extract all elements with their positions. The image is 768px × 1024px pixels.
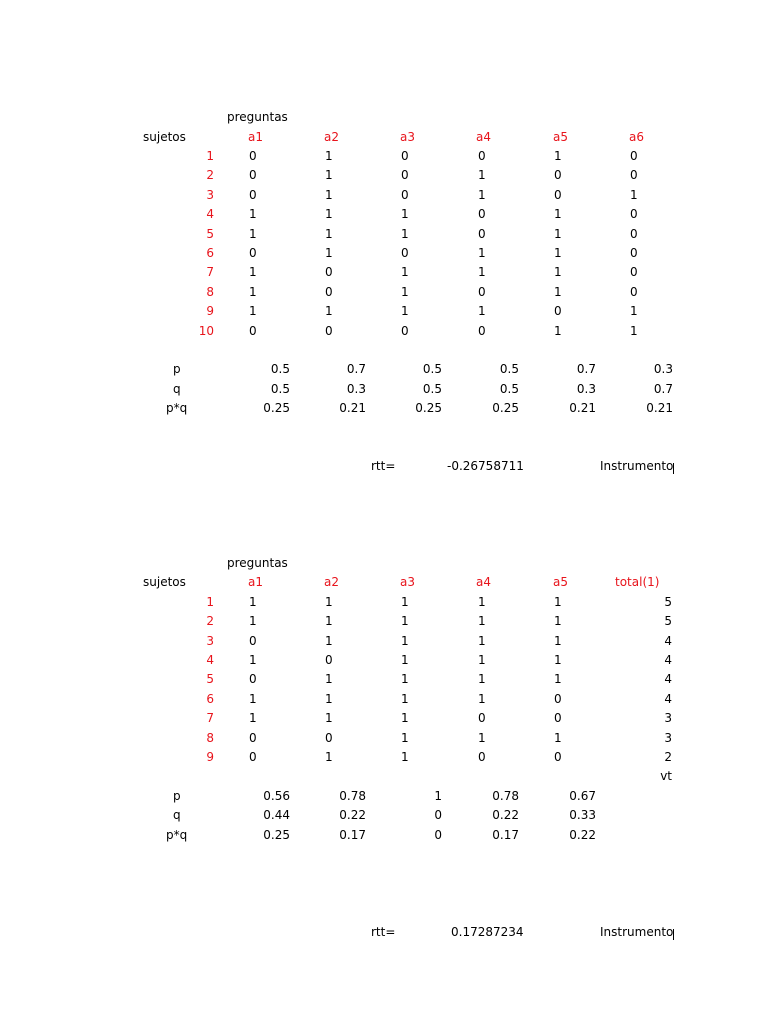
column-header: a4 bbox=[476, 130, 491, 144]
table-cell: 0 bbox=[249, 324, 257, 338]
table-cell: 0 bbox=[554, 692, 562, 706]
subject-id: 4 bbox=[206, 207, 214, 221]
column-header: a5 bbox=[553, 575, 568, 589]
table-cell: 1 bbox=[478, 634, 486, 648]
table-cell: 1 bbox=[554, 731, 562, 745]
table-cell: 1 bbox=[478, 614, 486, 628]
table-cell: 0 bbox=[401, 168, 409, 182]
table-cell: 0 bbox=[325, 265, 333, 279]
stat-value: 0.56 bbox=[263, 789, 290, 803]
total-value: 4 bbox=[664, 634, 672, 648]
stat-value: 0.25 bbox=[492, 401, 519, 415]
sujetos-label: sujetos bbox=[143, 575, 186, 589]
table-cell: 1 bbox=[325, 304, 333, 318]
instrumento-label: Instrumento bbox=[600, 459, 674, 473]
stat-label-p: p bbox=[173, 789, 181, 803]
cell-overflow-mark bbox=[673, 929, 674, 940]
stat-value: 0.25 bbox=[415, 401, 442, 415]
table-cell: 1 bbox=[478, 246, 486, 260]
table-cell: 1 bbox=[401, 285, 409, 299]
table-cell: 0 bbox=[630, 149, 638, 163]
table-cell: 1 bbox=[401, 731, 409, 745]
subject-id: 9 bbox=[206, 304, 214, 318]
subject-id: 5 bbox=[206, 672, 214, 686]
stat-value: 0.17 bbox=[339, 828, 366, 842]
stat-value: 0.7 bbox=[346, 362, 366, 376]
table-cell: 1 bbox=[325, 188, 333, 202]
stat-value: 0.44 bbox=[263, 808, 290, 822]
table-cell: 1 bbox=[249, 265, 257, 279]
stat-value: 0.5 bbox=[499, 382, 519, 396]
table-cell: 0 bbox=[478, 324, 486, 338]
table-cell: 0 bbox=[401, 188, 409, 202]
table-cell: 1 bbox=[249, 285, 257, 299]
stat-value: 0.3 bbox=[653, 362, 673, 376]
total-value: 5 bbox=[664, 614, 672, 628]
subject-id: 5 bbox=[206, 227, 214, 241]
table-cell: 0 bbox=[630, 168, 638, 182]
rtt-value: -0.26758711 bbox=[447, 459, 524, 473]
table-cell: 0 bbox=[249, 750, 257, 764]
column-header: a2 bbox=[324, 575, 339, 589]
table-cell: 0 bbox=[478, 207, 486, 221]
subject-id: 2 bbox=[206, 614, 214, 628]
table-cell: 1 bbox=[249, 595, 257, 609]
table-cell: 0 bbox=[478, 711, 486, 725]
column-header: a6 bbox=[629, 130, 644, 144]
subject-id: 3 bbox=[206, 634, 214, 648]
table-cell: 0 bbox=[554, 750, 562, 764]
table-cell: 0 bbox=[249, 246, 257, 260]
vt-label: vt bbox=[660, 769, 672, 783]
table-cell: 1 bbox=[249, 614, 257, 628]
subject-id: 6 bbox=[206, 246, 214, 260]
table-cell: 0 bbox=[630, 207, 638, 221]
column-header: a2 bbox=[324, 130, 339, 144]
table-cell: 1 bbox=[630, 324, 638, 338]
table-cell: 1 bbox=[478, 672, 486, 686]
table-cell: 1 bbox=[325, 595, 333, 609]
table-cell: 1 bbox=[554, 227, 562, 241]
table-cell: 1 bbox=[478, 595, 486, 609]
table-cell: 0 bbox=[401, 246, 409, 260]
table-cell: 1 bbox=[325, 750, 333, 764]
stat-value: 0.33 bbox=[569, 808, 596, 822]
stat-label-pq: p*q bbox=[166, 828, 188, 842]
total-value: 4 bbox=[664, 653, 672, 667]
column-header: a1 bbox=[248, 130, 263, 144]
stat-value: 0.5 bbox=[499, 362, 519, 376]
stat-value: 0.5 bbox=[270, 382, 290, 396]
column-header: a4 bbox=[476, 575, 491, 589]
stat-value: 0.22 bbox=[492, 808, 519, 822]
table-cell: 0 bbox=[325, 653, 333, 667]
stat-value: 0.21 bbox=[569, 401, 596, 415]
table-cell: 1 bbox=[554, 634, 562, 648]
table-cell: 1 bbox=[554, 672, 562, 686]
table-cell: 0 bbox=[630, 285, 638, 299]
table-cell: 0 bbox=[554, 188, 562, 202]
table-cell: 1 bbox=[249, 692, 257, 706]
table-cell: 0 bbox=[249, 634, 257, 648]
table-cell: 1 bbox=[401, 711, 409, 725]
stat-value: 0.67 bbox=[569, 789, 596, 803]
table-cell: 1 bbox=[325, 614, 333, 628]
stat-value: 0.78 bbox=[339, 789, 366, 803]
table-cell: 1 bbox=[554, 246, 562, 260]
table-cell: 0 bbox=[630, 265, 638, 279]
total-value: 3 bbox=[664, 711, 672, 725]
stat-label-pq: p*q bbox=[166, 401, 188, 415]
rtt-value: 0.17287234 bbox=[451, 925, 524, 939]
stat-value: 1 bbox=[434, 789, 442, 803]
table-cell: 1 bbox=[325, 149, 333, 163]
subject-id: 8 bbox=[206, 285, 214, 299]
subject-id: 10 bbox=[198, 324, 214, 338]
stat-value: 0.21 bbox=[339, 401, 366, 415]
table-cell: 1 bbox=[630, 304, 638, 318]
column-header: a3 bbox=[400, 575, 415, 589]
stat-value: 0.22 bbox=[339, 808, 366, 822]
table-cell: 0 bbox=[249, 188, 257, 202]
stat-label-q: q bbox=[173, 382, 181, 396]
table-cell: 1 bbox=[401, 265, 409, 279]
subject-id: 4 bbox=[206, 653, 214, 667]
table-cell: 1 bbox=[401, 692, 409, 706]
column-header: a1 bbox=[248, 575, 263, 589]
table-cell: 0 bbox=[401, 324, 409, 338]
total-value: 4 bbox=[664, 692, 672, 706]
stat-value: 0.3 bbox=[346, 382, 366, 396]
table-cell: 0 bbox=[478, 750, 486, 764]
subject-id: 7 bbox=[206, 711, 214, 725]
table-cell: 1 bbox=[401, 207, 409, 221]
total-value: 4 bbox=[664, 672, 672, 686]
table-cell: 0 bbox=[478, 149, 486, 163]
table-cell: 1 bbox=[630, 188, 638, 202]
stat-value: 0.21 bbox=[646, 401, 673, 415]
table-cell: 0 bbox=[249, 168, 257, 182]
table-cell: 1 bbox=[401, 227, 409, 241]
table-cell: 1 bbox=[554, 324, 562, 338]
column-header: a3 bbox=[400, 130, 415, 144]
stat-value: 0 bbox=[434, 828, 442, 842]
stat-value: 0.22 bbox=[569, 828, 596, 842]
table-cell: 1 bbox=[478, 653, 486, 667]
table-cell: 1 bbox=[325, 711, 333, 725]
table-cell: 1 bbox=[249, 227, 257, 241]
subject-id: 6 bbox=[206, 692, 214, 706]
table-cell: 0 bbox=[249, 731, 257, 745]
table-cell: 0 bbox=[325, 285, 333, 299]
table-cell: 1 bbox=[401, 614, 409, 628]
stat-value: 0.7 bbox=[653, 382, 673, 396]
subject-id: 7 bbox=[206, 265, 214, 279]
stat-value: 0.5 bbox=[422, 382, 442, 396]
table-cell: 1 bbox=[325, 692, 333, 706]
stat-value: 0.5 bbox=[422, 362, 442, 376]
table-cell: 1 bbox=[554, 614, 562, 628]
table-cell: 0 bbox=[478, 227, 486, 241]
table-cell: 0 bbox=[554, 168, 562, 182]
subject-id: 3 bbox=[206, 188, 214, 202]
table-cell: 0 bbox=[554, 711, 562, 725]
table-cell: 1 bbox=[249, 711, 257, 725]
stat-label-q: q bbox=[173, 808, 181, 822]
cell-overflow-mark bbox=[673, 463, 674, 474]
table-cell: 0 bbox=[554, 304, 562, 318]
table-cell: 1 bbox=[554, 285, 562, 299]
preguntas-label: preguntas bbox=[227, 556, 288, 570]
table-cell: 1 bbox=[249, 207, 257, 221]
table-cell: 0 bbox=[478, 285, 486, 299]
table-cell: 0 bbox=[401, 149, 409, 163]
instrumento-label: Instrumento bbox=[600, 925, 674, 939]
stat-value: 0.3 bbox=[576, 382, 596, 396]
table-cell: 1 bbox=[401, 750, 409, 764]
stat-value: 0 bbox=[434, 808, 442, 822]
table-cell: 1 bbox=[554, 149, 562, 163]
stat-value: 0.5 bbox=[270, 362, 290, 376]
table-cell: 1 bbox=[325, 246, 333, 260]
sujetos-label: sujetos bbox=[143, 130, 186, 144]
total-value: 2 bbox=[664, 750, 672, 764]
total-value: 3 bbox=[664, 731, 672, 745]
table-cell: 0 bbox=[630, 227, 638, 241]
rtt-label: rtt= bbox=[371, 459, 396, 473]
stat-value: 0.7 bbox=[576, 362, 596, 376]
subject-id: 8 bbox=[206, 731, 214, 745]
table-cell: 1 bbox=[401, 634, 409, 648]
subject-id: 9 bbox=[206, 750, 214, 764]
table-cell: 1 bbox=[554, 265, 562, 279]
preguntas-label: preguntas bbox=[227, 110, 288, 124]
table-cell: 1 bbox=[325, 672, 333, 686]
table-cell: 0 bbox=[249, 672, 257, 686]
stat-label-p: p bbox=[173, 362, 181, 376]
table-cell: 1 bbox=[478, 265, 486, 279]
total-value: 5 bbox=[664, 595, 672, 609]
table-cell: 1 bbox=[325, 634, 333, 648]
table-cell: 1 bbox=[325, 207, 333, 221]
subject-id: 2 bbox=[206, 168, 214, 182]
table-cell: 1 bbox=[325, 227, 333, 241]
subject-id: 1 bbox=[206, 149, 214, 163]
table-cell: 0 bbox=[325, 731, 333, 745]
table-cell: 1 bbox=[478, 304, 486, 318]
column-header-total: total(1) bbox=[615, 575, 660, 589]
table-cell: 1 bbox=[478, 168, 486, 182]
table-cell: 1 bbox=[554, 595, 562, 609]
table-cell: 1 bbox=[249, 304, 257, 318]
table-cell: 0 bbox=[325, 324, 333, 338]
column-header: a5 bbox=[553, 130, 568, 144]
stat-value: 0.25 bbox=[263, 401, 290, 415]
stat-value: 0.17 bbox=[492, 828, 519, 842]
table-cell: 1 bbox=[478, 731, 486, 745]
stat-value: 0.78 bbox=[492, 789, 519, 803]
table-cell: 1 bbox=[401, 653, 409, 667]
table-cell: 1 bbox=[325, 168, 333, 182]
stat-value: 0.25 bbox=[263, 828, 290, 842]
table-cell: 0 bbox=[249, 149, 257, 163]
table-cell: 1 bbox=[401, 304, 409, 318]
table-cell: 1 bbox=[478, 188, 486, 202]
table-cell: 1 bbox=[249, 653, 257, 667]
table-cell: 1 bbox=[478, 692, 486, 706]
table-cell: 1 bbox=[554, 207, 562, 221]
table-cell: 0 bbox=[630, 246, 638, 260]
table-cell: 1 bbox=[401, 672, 409, 686]
table-cell: 1 bbox=[401, 595, 409, 609]
rtt-label: rtt= bbox=[371, 925, 396, 939]
subject-id: 1 bbox=[206, 595, 214, 609]
table-cell: 1 bbox=[554, 653, 562, 667]
